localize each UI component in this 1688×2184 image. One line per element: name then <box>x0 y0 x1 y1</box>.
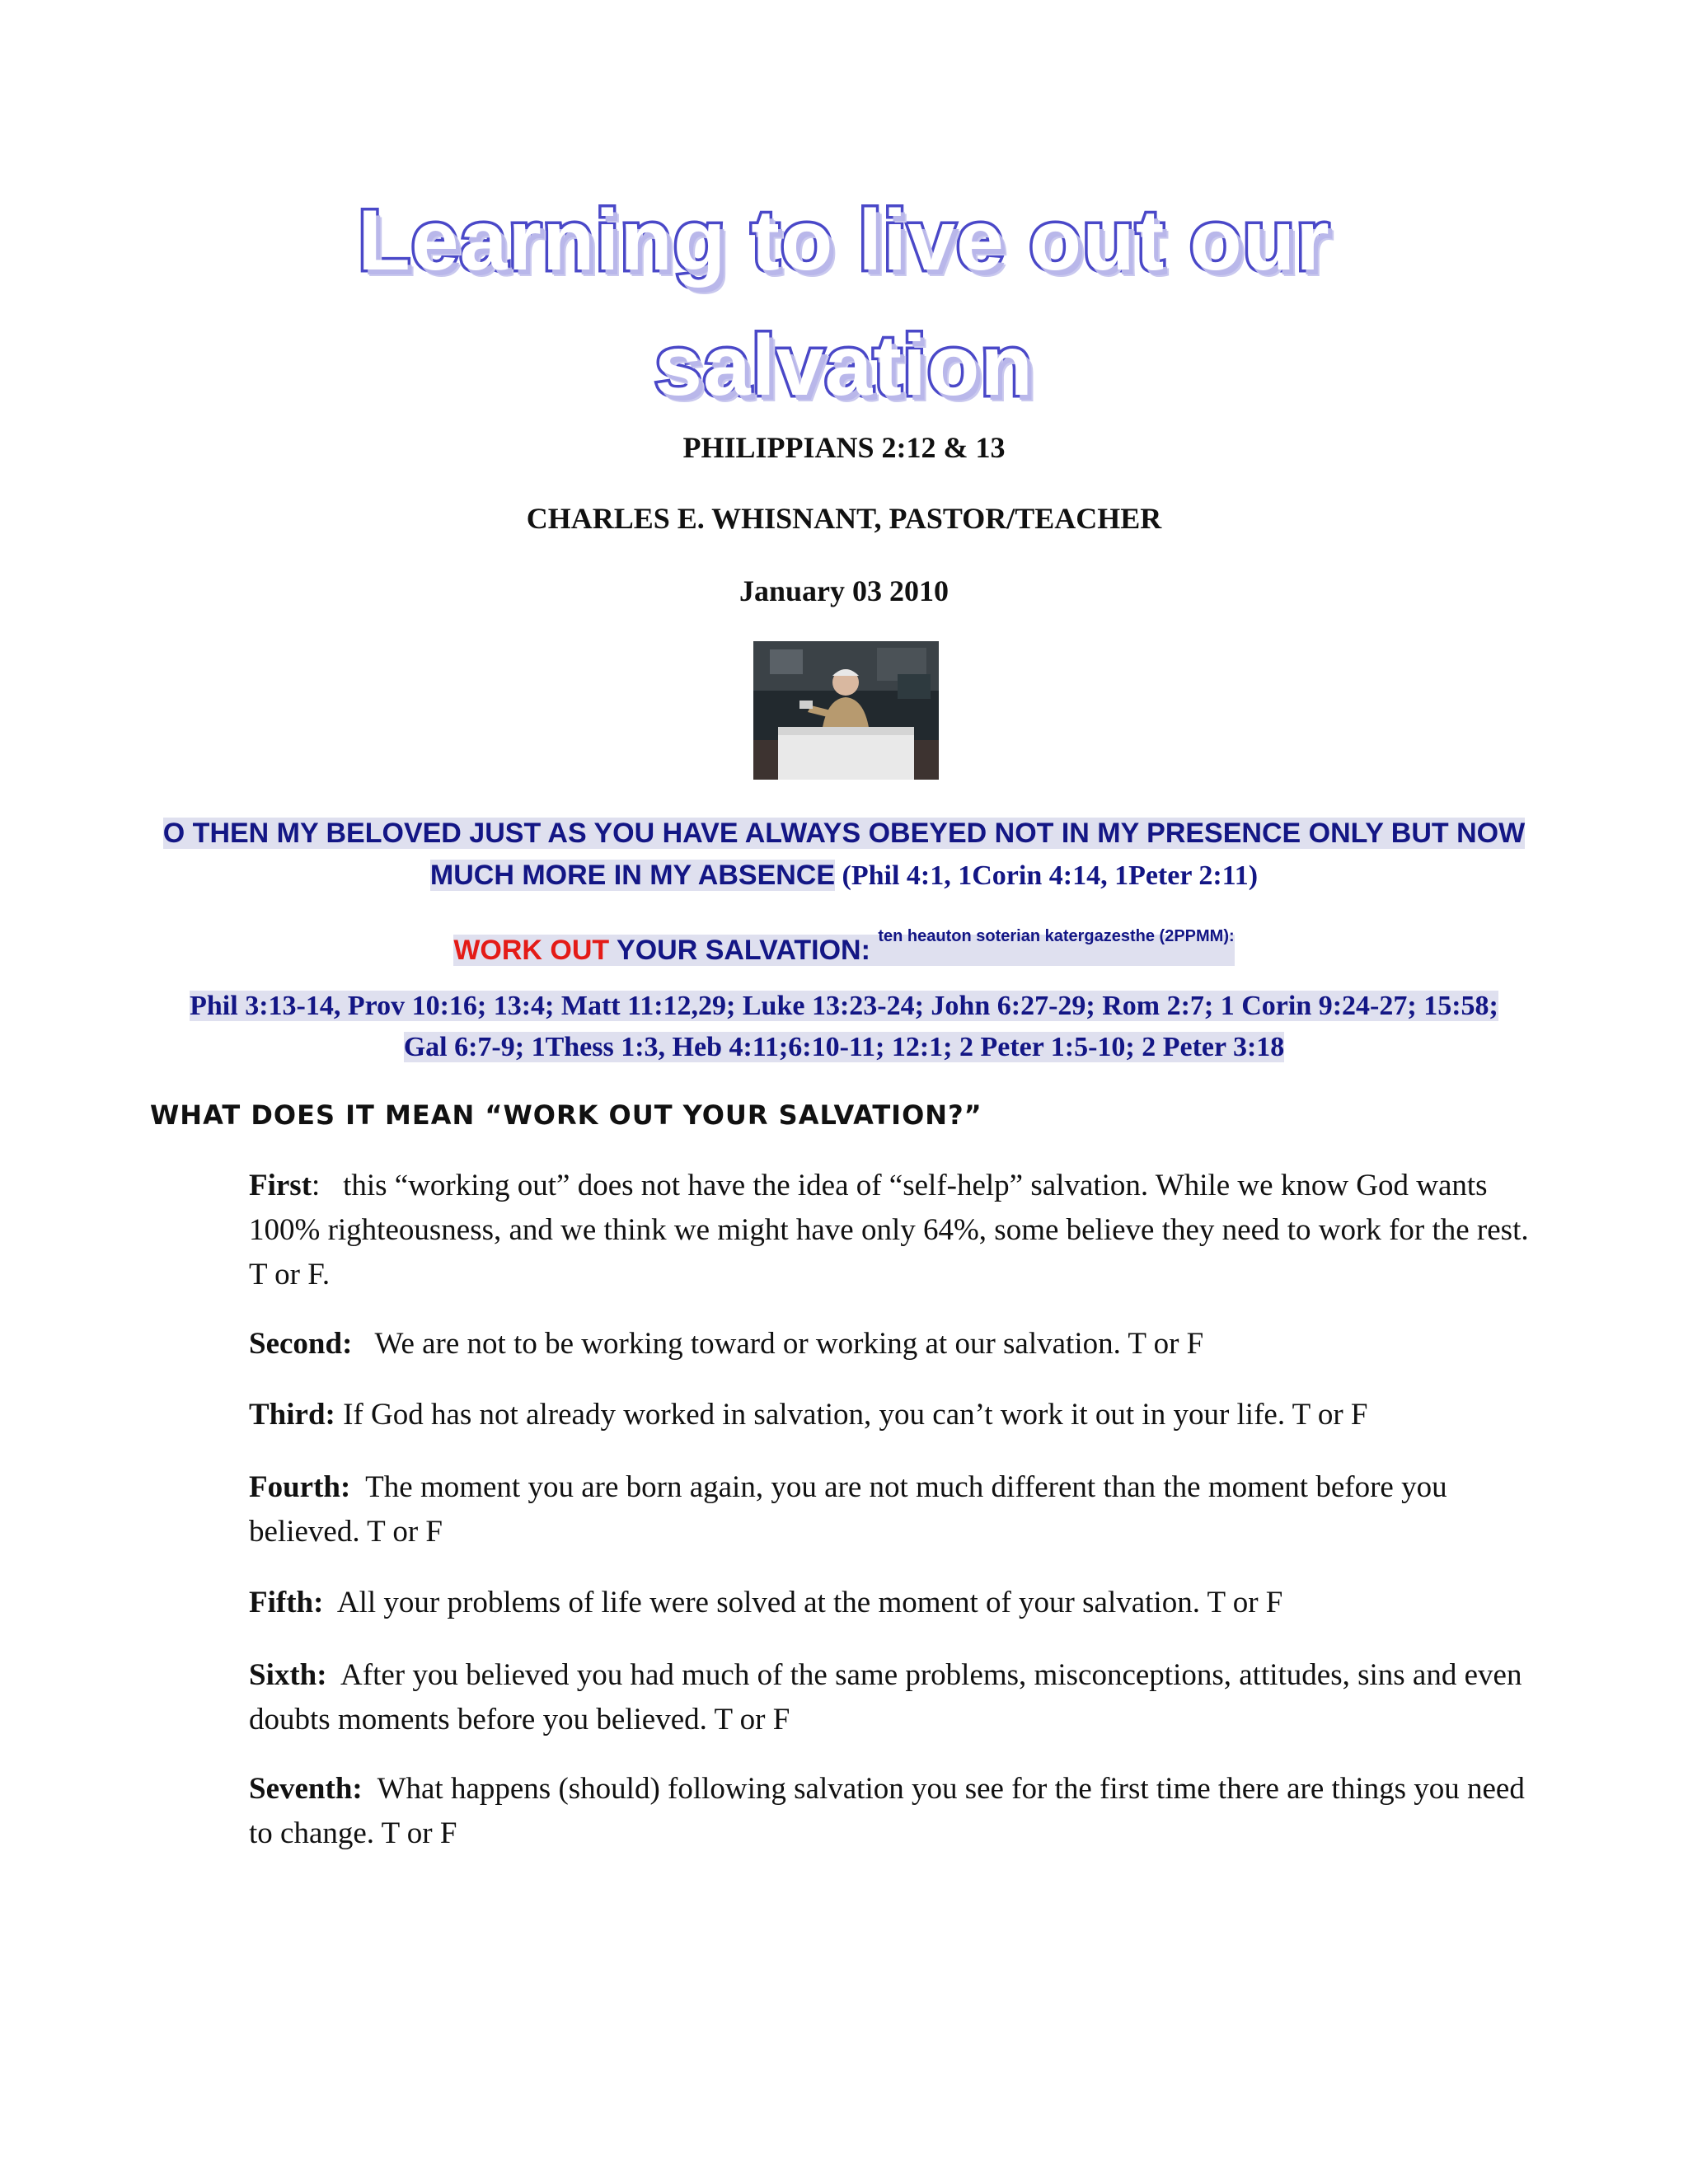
list-item <box>249 1653 1535 1742</box>
list-item <box>249 1581 1535 1625</box>
item-label: Seventh: <box>249 1772 363 1806</box>
item-label: Third: <box>249 1398 335 1432</box>
item-text: After you believed you had much of the same problems, misconceptions, attitudes, sins and even doubts moments before you believed. T or F <box>249 1658 1522 1736</box>
your-salvation-text: YOUR SALVATION: <box>617 935 870 966</box>
list-item <box>249 1322 1535 1366</box>
item-text: We are not to be working toward or working at our salvation. T or F <box>374 1327 1204 1361</box>
cross-references <box>165 986 1523 1068</box>
item-label: Fifth: <box>249 1586 324 1619</box>
work-out-red-text: WORK OUT <box>453 935 610 966</box>
item-label: Fourth: <box>249 1470 351 1504</box>
item-label: Second: <box>249 1327 353 1361</box>
work-out-heading <box>0 916 1688 971</box>
item-text: What happens (should) following salvation you see for the first time there are things you need to change. T or F <box>249 1772 1525 1850</box>
scripture-subtitle: PHILIPPIANS 2:12 & 13 <box>682 431 1006 464</box>
list-item <box>249 1465 1535 1554</box>
verse-text: O THEN MY BELOVED JUST AS YOU HAVE ALWAYS OBEYED NOT IN MY PRESENCE ONLY BUT NOW MUCH MORE IN MY ABSENCE <box>162 818 1526 891</box>
item-text: this “working out” does not have the idea of “self-help” salvation. While we know God wants 100% righteousness, and we think we might have only 64%, some believe they need to work for the rest. T or F. <box>249 1169 1529 1291</box>
date-line: January 03 2010 <box>738 574 950 607</box>
greek-phrase: ten heauton soterian katergazesthe (2PPMM): <box>878 927 1235 945</box>
verse-references: (Phil 4:1, 1Corin 4:14, 1Peter 2:11) <box>842 860 1259 891</box>
item-label: Sixth: <box>249 1658 327 1692</box>
list-item <box>249 1164 1535 1297</box>
item-text: The moment you are born again, you are not much different than the moment before you believed. T or F <box>249 1470 1447 1549</box>
title-line-2: salvation <box>654 318 1034 414</box>
title-line-1: Learning to live out our <box>358 193 1330 288</box>
author-line: CHARLES E. WHISNANT, PASTOR/TEACHER <box>526 502 1162 535</box>
list-item <box>249 1393 1535 1437</box>
cross-references-text: Phil 3:13-14, Prov 10:16; 13:4; Matt 11:12,29; Luke 13:23-24; John 6:27-29; Rom 2:7; 1 Corin 9:24-27; 15:58; Gal 6:7-9; 1Thess 1:3, Heb 4:11;6:10-11; 12:1; 2 Peter 1:5-10; 2 Peter 3:18 <box>190 991 1498 1062</box>
item-separator: : <box>312 1169 321 1202</box>
item-label: First <box>249 1169 312 1202</box>
item-text: If God has not already worked in salvation, you can’t work it out in your life. T or F <box>343 1398 1368 1432</box>
work-out-highlight <box>453 927 1235 966</box>
item-text: All your problems of life were solved at the moment of your salvation. T or F <box>336 1586 1283 1619</box>
verse-block <box>148 813 1540 897</box>
pastor-photo <box>753 641 939 780</box>
list-item <box>249 1767 1535 1856</box>
pastor-photo-image <box>753 641 939 780</box>
section-question: WHAT DOES IT MEAN “WORK OUT YOUR SALVATION?” <box>150 1099 982 1131</box>
